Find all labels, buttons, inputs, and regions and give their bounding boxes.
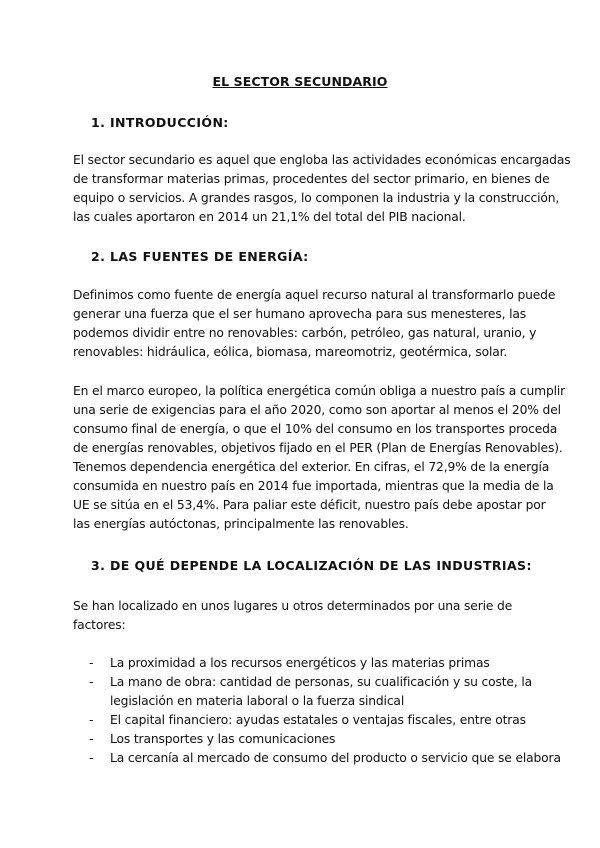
section-heading-localizacion: 3. DE QUÉ DEPENDE LA LOCALIZACIÓN DE LAS INDUSTRIAS:	[91, 558, 532, 573]
factores-list	[89, 654, 561, 768]
section-heading-introduccion: 1. INTRODUCCIÓN:	[91, 115, 229, 130]
paragraph-fuentes-definicion	[73, 286, 556, 362]
paragraph-line: una serie de exigencias para el año 2020, como son aportar al menos el 20% del	[73, 403, 561, 417]
paragraph-line: Definimos como fuente de energía aquel recurso natural al transformarlo puede	[73, 288, 556, 302]
dash-bullet: -	[89, 675, 94, 689]
paragraph-introduccion	[73, 151, 571, 227]
paragraph-line: consumida en nuestro país en 2014 fue importada, mientras que la media de la	[73, 479, 554, 493]
list-item-text: La cercanía al mercado de consumo del producto o servicio que se elabora	[110, 751, 561, 765]
paragraph-politica-energetica	[73, 382, 566, 534]
paragraph-line: UE se sitúa en el 53,4%. Para paliar este déficit, nuestro país debe apostar por	[73, 498, 546, 512]
paragraph-line: factores:	[73, 618, 126, 632]
paragraph-line: generar una fuerza que el ser humano aprovecha para sus menesteres, las	[73, 307, 527, 321]
paragraph-line: de energías renovables, objetivos fijado en el PER (Plan de Energías Renovables).	[73, 441, 563, 455]
paragraph-line: las energías autóctonas, principalmente las renovables.	[73, 517, 409, 531]
document-title: EL SECTOR SECUNDARIO	[212, 74, 388, 89]
paragraph-line: de transformar materias primas, procedentes del sector primario, en bienes de	[73, 172, 550, 186]
section-heading-fuentes-energia: 2. LAS FUENTES DE ENERGÍA:	[91, 249, 309, 264]
dash-bullet: -	[89, 732, 94, 746]
paragraph-line: renovables: hidráulica, eólica, biomasa, mareomotriz, geotérmica, solar.	[73, 345, 508, 359]
paragraph-line: consumo final de energía, o que el 10% del consumo en los transportes proceda	[73, 422, 558, 436]
dash-bullet: -	[89, 713, 94, 727]
paragraph-line: En el marco europeo, la política energética común obliga a nuestro país a cumplir	[73, 384, 566, 398]
paragraph-factores-intro	[73, 597, 535, 635]
list-item	[89, 654, 539, 673]
paragraph-line: podemos dividir entre no renovables: carbón, petróleo, gas natural, uranio, y	[73, 326, 537, 340]
list-item	[89, 749, 561, 768]
list-item-text: El capital financiero: ayudas estatales o ventajas fiscales, entre otras	[110, 713, 526, 727]
paragraph-line: equipo o servicios. A grandes rasgos, lo componen la industria y la construcción,	[73, 191, 560, 205]
dash-bullet: -	[89, 751, 94, 765]
dash-bullet: -	[89, 656, 94, 670]
list-item-text: La mano de obra: cantidad de personas, su cualificación y su coste, la	[110, 675, 532, 689]
list-item-text: legislación en materia laboral o la fuerza sindical	[110, 694, 405, 708]
list-item	[89, 730, 539, 749]
paragraph-line: Tenemos dependencia energética del exterior. En cifras, el 72,9% de la energía	[73, 460, 550, 474]
list-item-text: Los transportes y las comunicaciones	[110, 732, 336, 746]
paragraph-line: Se han localizado en unos lugares u otros determinados por una serie de	[73, 599, 513, 613]
paragraph-line: El sector secundario es aquel que engloba las actividades económicas encargadas	[73, 153, 571, 167]
list-item-text: La proximidad a los recursos energéticos y las materias primas	[110, 656, 490, 670]
paragraph-line: las cuales aportaron en 2014 un 21,1% del total del PIB nacional.	[73, 210, 466, 224]
list-item	[89, 711, 539, 730]
list-item	[89, 673, 539, 711]
